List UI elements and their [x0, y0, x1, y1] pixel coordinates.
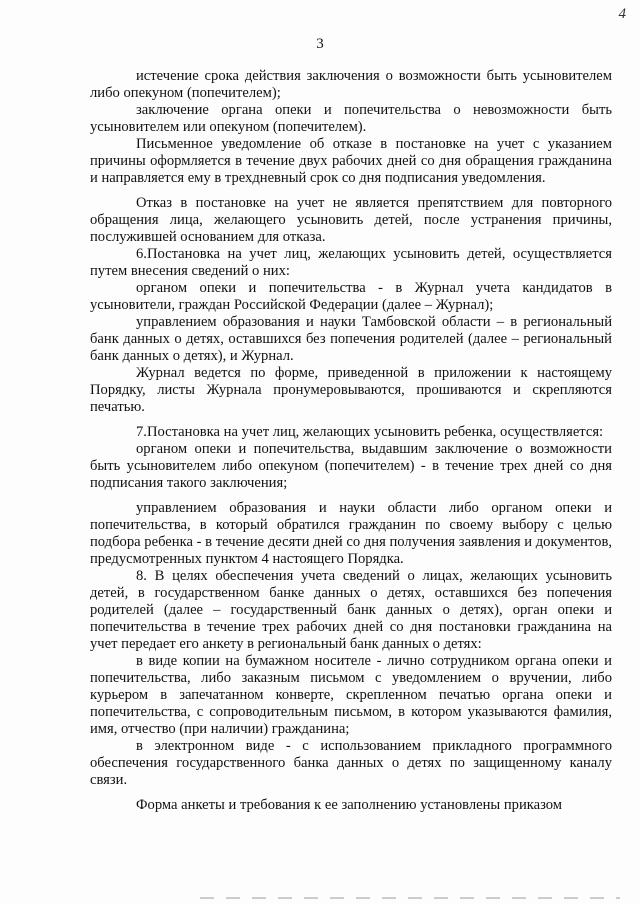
paragraph: Форма анкеты и требования к ее заполнению установлены приказом [136, 797, 563, 813]
paragraph: истечение срока действия заключения о возможности быть усыновителем либо опекуном (попечителем); [90, 68, 612, 101]
document-body [90, 68, 612, 814]
paragraph: в электронном виде - с использованием прикладного программного обеспечения государственного банка данных о детях по защищенному каналу связи. [90, 738, 612, 788]
paragraph: 8. В целях обеспечения учета сведений о лицах, желающих усыновить детей, в государственном банке данных о детях, оставшихся без попечения родителей (далее – государственный банк данных о детях), орган опеки и попечительства в течение трех рабочих дней со дня постановки гражданина на учет передает его анкету в региональный банк данных о детях: [90, 568, 612, 652]
paragraph: заключение органа опеки и попечительства о невозможности быть усыновителем или опекуном (попечителем). [90, 102, 612, 135]
paragraph: управлением образования и науки области либо органом опеки и попечительства, в который обратился гражданин по своему выбору с целью подбора ребенка - в течение десяти дней со дня получения заявления и документов, предусмотренных пунктом 4 настоящего Порядка. [90, 500, 612, 567]
page-number: 3 [316, 36, 324, 52]
paragraph: управлением образования и науки Тамбовской области – в региональный банк данных о детях, оставшихся без попечения родителей (далее – региональный банк данных о детях), и Журнал. [90, 314, 612, 364]
paragraph: 6.Постановка на учет лиц, желающих усыновить детей, осуществляется путем внесения сведений о них: [90, 246, 612, 279]
handwritten-page-mark: 4 [618, 6, 626, 22]
paragraph: Письменное уведомление об отказе в постановке на учет с указанием причины оформляется в течение двух рабочих дней со дня обращения гражданина и направляется ему в трехдневный срок со дня подписания уведомления. [90, 136, 612, 186]
paragraph: в виде копии на бумажном носителе - лично сотрудником органа опеки и попечительства, либо заказным письмом с уведомлением о вручении, либо курьером в запечатанном конверте, скрепленном печатью органа опеки и попечительства, с сопроводительным письмом, в котором указываются фамилия, имя, отчество (при наличии) гражданина; [90, 653, 612, 737]
scan-artifact [200, 897, 620, 899]
paragraph: Журнал ведется по форме, приведенной в приложении к настоящему Порядку, листы Журнала пронумеровываются, прошиваются и скрепляются печатью. [90, 365, 612, 415]
paragraph: органом опеки и попечительства - в Журнал учета кандидатов в усыновители, граждан Российской Федерации (далее – Журнал); [90, 280, 612, 313]
paragraph: 7.Постановка на учет лиц, желающих усыновить ребенка, осуществляется: [136, 424, 604, 440]
paragraph: Отказ в постановке на учет не является препятствием для повторного обращения лица, желающего усыновить детей, после устранения причины, послужившей основанием для отказа. [90, 195, 612, 245]
paragraph: органом опеки и попечительства, выдавшим заключение о возможности быть усыновителем либо опекуном (попечителем) - в течение трех дней со дня подписания такого заключения; [90, 441, 612, 491]
